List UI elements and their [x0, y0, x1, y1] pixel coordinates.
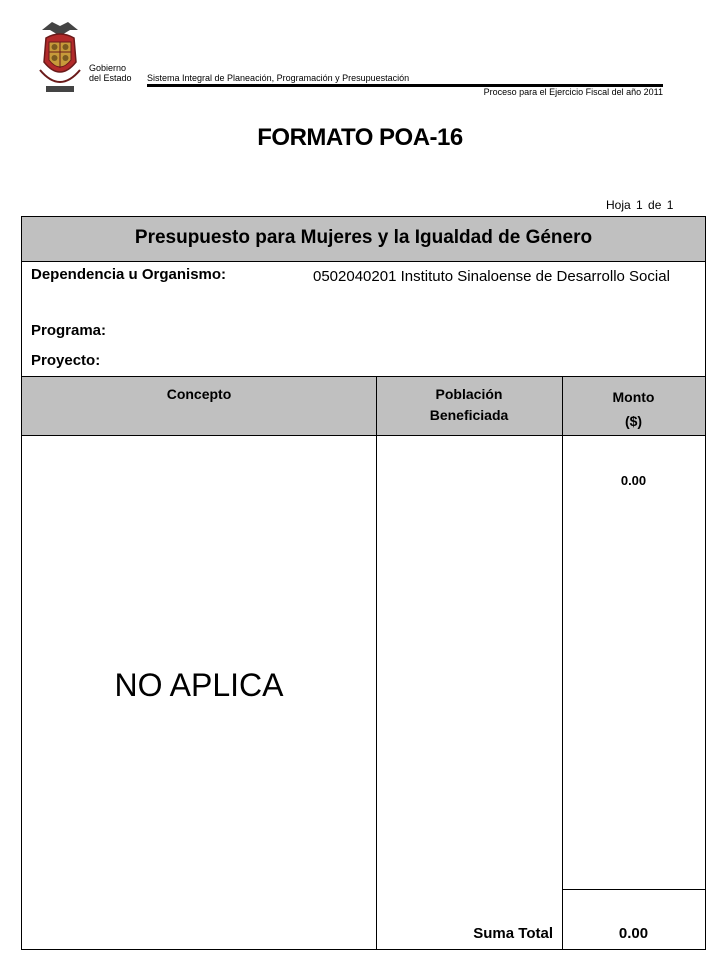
- column-header-poblacion: [376, 384, 562, 426]
- concepto-value: NO APLICA: [114, 667, 284, 703]
- programa-label: Programa:: [31, 322, 107, 339]
- government-line-1: Gobierno: [89, 63, 127, 73]
- column-divider-1: [376, 376, 377, 950]
- form-frame: [21, 216, 706, 950]
- column-divider-2: [562, 376, 563, 950]
- poblacion-line-2: Beneficiada: [429, 407, 509, 423]
- document-title: FORMATO POA-16: [257, 124, 463, 151]
- dependencia-value: 0502040201 Instituto Sinaloense de Desarrollo Social: [313, 268, 670, 285]
- total-divider: [562, 889, 706, 890]
- total-label: Suma Total: [473, 925, 553, 942]
- form-heading: Presupuesto para Mujeres y la Igualdad de Género: [134, 227, 593, 248]
- total-value: 0.00: [618, 925, 649, 942]
- monto-line-2: ($): [624, 413, 643, 429]
- monto-line-1: Monto: [612, 389, 655, 405]
- poblacion-line-1: Población: [435, 386, 503, 402]
- process-year: Proceso para el Ejercicio Fiscal del año 2011: [483, 87, 663, 97]
- dependencia-label: Dependencia u Organismo:: [31, 266, 227, 283]
- government-label: [89, 63, 132, 83]
- column-header-concepto: Concepto: [166, 386, 232, 402]
- proyecto-label: Proyecto:: [31, 352, 101, 369]
- state-seal-logo: [36, 16, 84, 96]
- monto-value: 0.00: [620, 473, 647, 488]
- sheet-number: Hoja 1 de 1: [606, 198, 674, 212]
- system-name: Sistema Integral de Planeación, Programación y Presupuestación: [147, 73, 410, 83]
- government-line-2: del Estado: [89, 73, 132, 83]
- column-header-monto: [562, 385, 705, 433]
